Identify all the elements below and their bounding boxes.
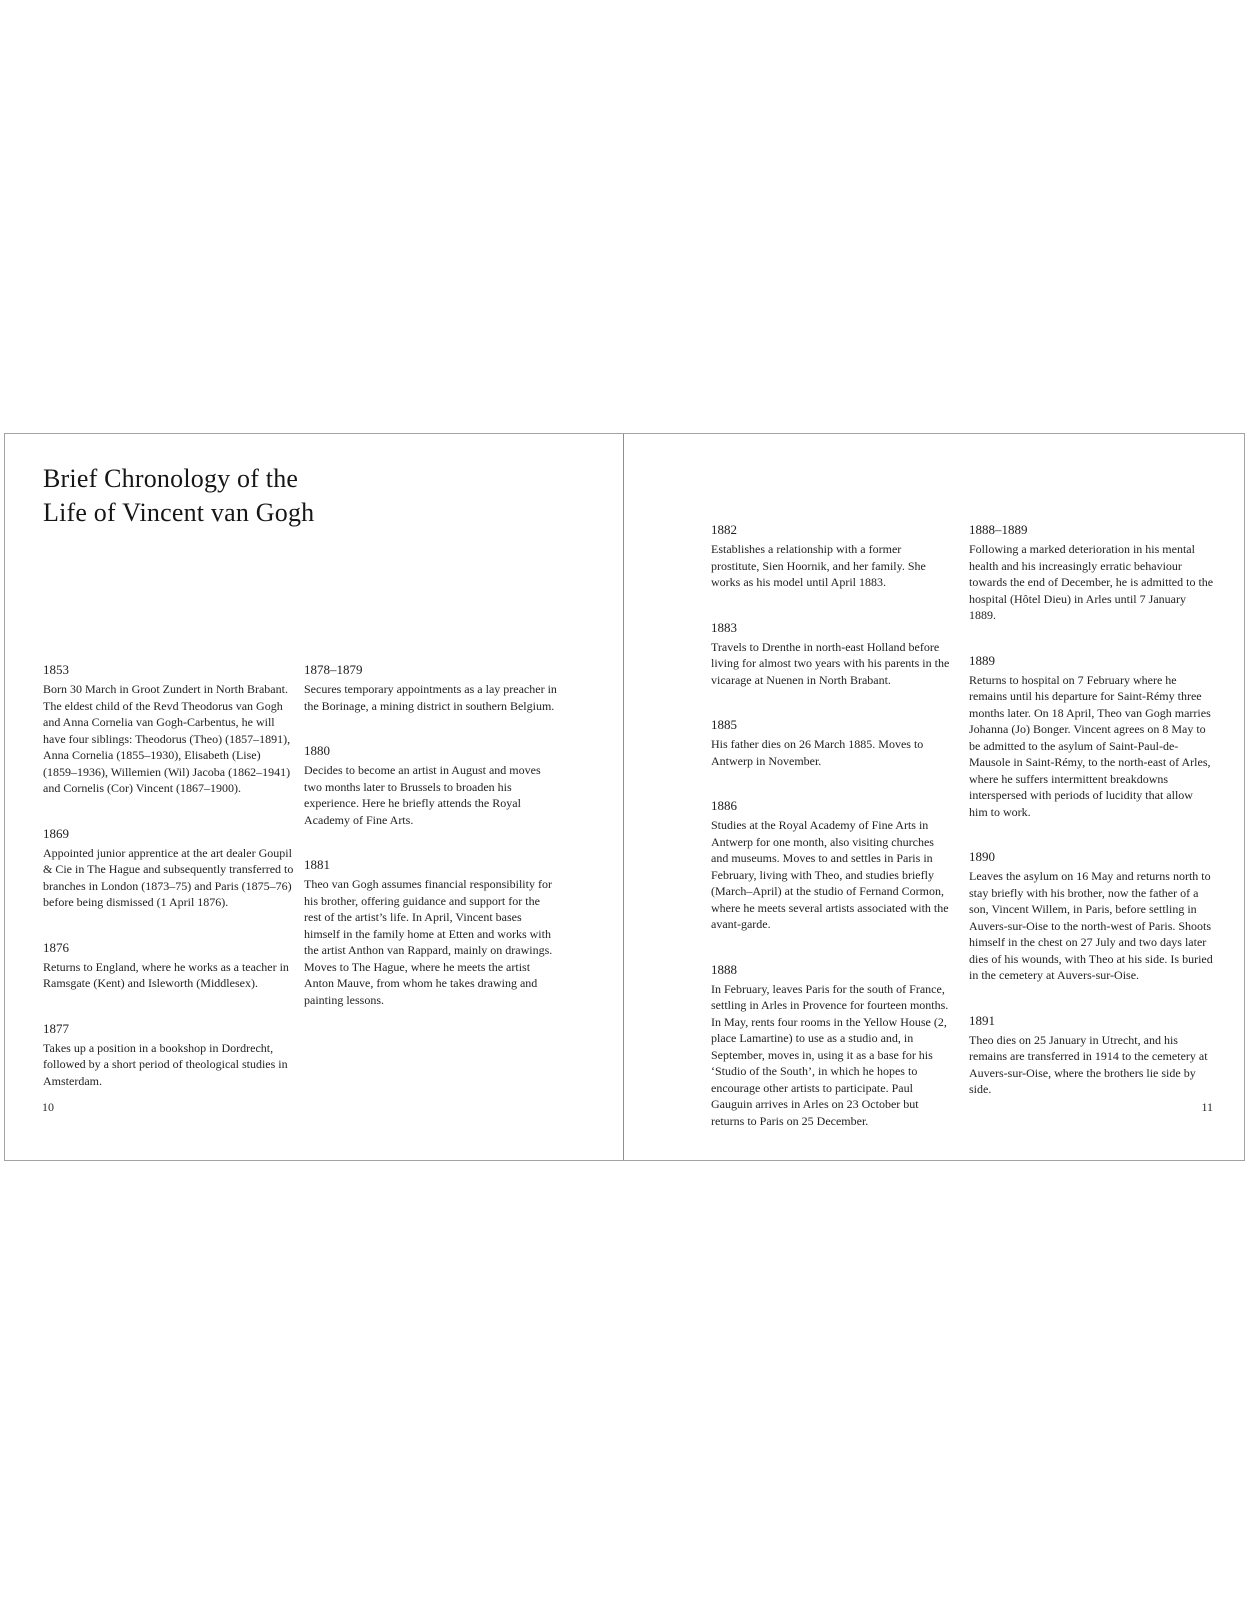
entry-year: 1890 [969,849,995,864]
chronology-entry [304,857,559,1008]
right-page-column-1 [711,522,952,1158]
entry-year: 1853 [43,662,69,677]
chronology-entry [711,798,952,933]
entry-text: Takes up a position in a bookshop in Dordrecht, followed by a short period of theological studies in Amsterdam. [43,1040,288,1088]
entry-text: Secures temporary appointments as a lay preacher in the Borinage, a mining district in southern Belgium. [304,682,557,713]
entry-year: 1882 [711,522,737,537]
entry-text: Theo dies on 25 January in Utrecht, and his remains are transferred in 1914 to the cemetery at Auvers-sur-Oise, where the brothers lie side by side. [969,1032,1208,1096]
chronology-entry [43,662,294,797]
page-title [43,462,314,530]
chronology-entry [711,717,952,769]
entry-text: Decides to become an artist in August and moves two months later to Brussels to broaden his experience. Here he briefly attends the Royal Academy of Fine Arts. [304,763,541,827]
entry-text: Establishes a relationship with a former prostitute, Sien Hoornik, and her family. She works as his model until April 1883. [711,542,926,589]
chronology-entry [304,662,559,714]
entry-text: Travels to Drenthe in north-east Holland before living for almost two years with his parents in the vicarage at Nuenen in North Brabant. [711,639,950,687]
entry-year: 1878–1879 [304,662,363,677]
entry-year: 1889 [969,652,995,668]
left-page-column-1 [43,662,294,1118]
entry-year: 1880 [304,743,330,758]
chronology-entry [711,962,952,1130]
chronology-entry [43,940,294,992]
entry-text: His father dies on 26 March 1885. Moves to Antwerp in November. [711,737,924,768]
entry-year: 1869 [43,825,69,841]
entry-text: Born 30 March in Groot Zundert in North Brabant. The eldest child of the Revd Theodorus van Gogh and Anna Cornelia van Gogh-Carbentus, he will have four siblings: Theodorus (Theo) (1857–1891), Anna Cornelia (1855–1930), Elisabeth (Lise) (1859–1936), Willemien (Wil) Jacoba (1862–1941) and Cornelis (Cor) Vincent (1867–1900). [43,682,291,795]
entry-year: 1881 [304,857,330,872]
page-gutter-divider [623,434,624,1160]
entry-text: Studies at the Royal Academy of Fine Arts in Antwerp for one month, also visiting churches and museums. Moves to and settles in Paris in February, living with Theo, and studies briefly (March–April) at the studio of Fernand Cormon, where he meets several artists associated with the avant-garde. [711,818,949,931]
chronology-entry [711,620,952,689]
entry-text: Leaves the asylum on 16 May and returns north to stay briefly with his brother, now the father of a son, Vincent Willem, in Paris, before settling in Auvers-sur-Oise to the north-west of Paris. Shoots himself in the chest on 27 July and two days later dies of his wounds, with Theo at his side. Is buried in the cemetery at Auvers-sur-Oise. [969,869,1213,982]
chronology-entry [969,653,1214,821]
entry-text: Returns to hospital on 7 February where he remains until his departure for Saint-Rémy three months later. On 18 April, Theo van Gogh marries Johanna (Jo) Bonger. Vincent agrees on 8 May to be admitted to the asylum of Saint-Paul-de-Mausole in Saint-Rémy, to the north-east of Arles, where he suffers intermittent breakdowns interspersed with periods of lucidity that allow him to work. [969,672,1211,819]
chronology-entry [969,1013,1214,1098]
page-number-left: 10 [42,1100,54,1114]
book-page-spread [4,433,1245,1161]
entry-year: 1888 [711,961,737,977]
entry-year: 1886 [711,798,737,813]
entry-text: In February, leaves Paris for the south of France, settling in Arles in Provence for fourteen months. In May, rents four rooms in the Yellow House (2, place Lamartine) to use as a studio and, in September, moves in, using it as a base for his ‘Studio of the South’, in which he hopes to encourage other artists to participate. Paul Gauguin arrives in Arles on 23 October but returns to Paris on 25 December. [711,981,949,1128]
chronology-entry [969,522,1214,624]
entry-year: 1883 [711,619,737,635]
left-page-column-2 [304,662,559,1037]
page-title-line2: Life of Vincent van Gogh [43,498,315,527]
page-title-line1: Brief Chronology of the [43,464,299,493]
entry-text: Returns to England, where he works as a teacher in Ramsgate (Kent) and Isleworth (Middlesex). [43,959,289,990]
entry-year: 1888–1889 [969,522,1028,537]
entry-year: 1877 [43,1020,69,1036]
chronology-entry [304,743,559,828]
right-page-column-2 [969,522,1214,1127]
entry-text: Theo van Gogh assumes financial responsibility for his brother, offering guidance and support for the rest of the artist’s life. In April, Vincent bases himself in the family home at Etten and works with the artist Anthon van Rappard, mainly on drawings. Moves to The Hague, where he meets the artist Anton Mauve, from whom he takes drawing and painting lessons. [304,877,553,1007]
entry-year: 1885 [711,717,737,732]
chronology-entry [43,1021,294,1090]
chronology-entry [711,522,952,591]
entry-year: 1891 [969,1012,995,1028]
entry-year: 1876 [43,939,69,955]
chronology-entry [969,849,1214,984]
entry-text: Following a marked deterioration in his mental health and his increasingly erratic behaviour towards the end of December, he is admitted to the hospital (Hôtel Dieu) in Arles until 7 January 1889. [969,542,1214,622]
chronology-entry [43,826,294,911]
page-number-right: 11 [1201,1100,1213,1114]
entry-text: Appointed junior apprentice at the art dealer Goupil & Cie in The Hague and subsequently transferred to branches in London (1873–75) and Paris (1875–76) before being dismissed (1 April 1876). [43,845,294,909]
